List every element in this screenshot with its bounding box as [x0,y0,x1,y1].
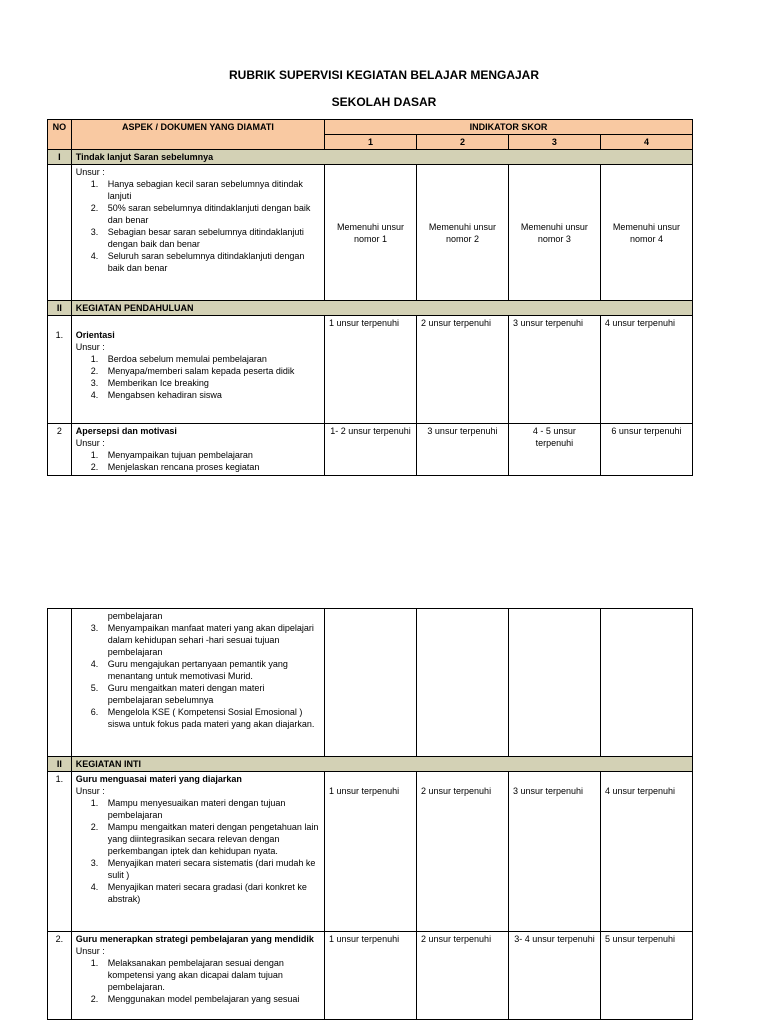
score-cell-4: 4 unsur terpenuhi [600,772,692,932]
aspek-cell [71,316,324,424]
aspek-cell [71,609,324,757]
score-cell-4: 6 unsur terpenuhi [600,424,692,476]
document-subtitle: SEKOLAH DASAR [331,95,437,109]
list-item: 4. Mengabsen kehadiran siswa [90,390,222,400]
table-row [48,932,693,1020]
header-skor-2: 2 [416,135,508,150]
unsur-list [76,178,320,274]
aspek-cell [71,165,324,301]
unsur-list [76,957,320,1005]
rubric-table-page-1 [47,119,693,476]
list-item: 2. 50% saran sebelumnya ditindaklanjuti dengan baik dan benar [90,203,311,225]
list-item: 1. Berdoa sebelum memulai pembelajaran [90,354,267,364]
list-item: 2. Mampu mengaitkan materi dengan pengetahuan lain yang diintegrasikan secara relevan dengan perkembangan iptek dan kehidupan nyata. [90,822,319,856]
section-number: II [48,301,72,316]
section-row-pendahuluan [48,301,693,316]
unsur-label: Unsur : [75,342,105,352]
unsur-list [76,797,320,905]
aspek-cell [71,424,324,476]
header-no: NO [48,120,72,150]
section-title: Tindak lanjut Saran sebelumnya [71,150,692,165]
list-item: 4. Seluruh saran sebelumnya ditindaklanjuti dengan baik dan benar [90,251,305,273]
list-item: 2. Menjelaskan rencana proses kegiatan [90,462,260,472]
table-row [48,772,693,932]
row-number: 2 [48,424,72,476]
header-indikator-skor: INDIKATOR SKOR [325,120,693,135]
header-skor-1: 1 [325,135,417,150]
aspek-title: Guru menerapkan strategi pembelajaran yang mendidik [75,934,314,944]
table-row [48,316,693,424]
aspek-cell [71,772,324,932]
score-cell-2: 2 unsur terpenuhi [417,932,509,1020]
score-cell-2: 3 unsur terpenuhi [416,424,508,476]
unsur-list [76,622,320,730]
list-item: 1. Mampu menyesuaikan materi dengan tujuan pembelajaran [90,798,286,820]
list-item: 6. Mengelola KSE ( Kompetensi Sosial Emosional ) siswa untuk fokus pada materi yang akan diajarkan. [90,707,315,729]
score-cell-2: 2 unsur terpenuhi [416,316,508,424]
score-cell-3: 3- 4 unsur terpenuhi [509,932,601,1020]
section-number: II [48,757,72,772]
row-number: 1. [48,316,72,424]
list-item: 3. Menyajikan materi secara sistematis (dari mudah ke sulit ) [90,858,316,880]
table-row [48,165,693,301]
score-cell-4: 4 unsur terpenuhi [600,316,692,424]
aspek-title: Guru menguasai materi yang diajarkan [75,774,242,784]
unsur-label: Unsur : [75,438,105,448]
score-cell-3: 4 - 5 unsur terpenuhi [508,424,600,476]
score-cell-1: Memenuhi unsur nomor 1 [325,165,417,301]
table-row [48,609,693,757]
section-title: KEGIATAN PENDAHULUAN [71,301,692,316]
unsur-list [76,449,320,473]
section-title: KEGIATAN INTI [71,757,692,772]
unsur-label: Unsur : [75,946,105,956]
score-cell-4: 5 unsur terpenuhi [600,932,692,1020]
list-item: 3. Memberikan Ice breaking [90,378,209,388]
list-item: 4. Menyajikan materi secara gradasi (dari konkret ke abstrak) [90,882,307,904]
score-cell-1: 1 unsur terpenuhi [325,932,417,1020]
list-item: 3. Menyampaikan manfaat materi yang akan dipelajari dalam kehidupan sehari -hari sesuai tujuan pembelajaran [90,623,314,657]
score-cell-3: 3 unsur terpenuhi [508,316,600,424]
list-item: 1. Hanya sebagian kecil saran sebelumnya ditindak lanjuti [90,179,303,201]
list-item: 3. Sebagian besar saran sebelumnya ditindaklanjuti dengan baik dan benar [90,227,304,249]
score-cell-1: 1 unsur terpenuhi [325,316,417,424]
score-cell-1: 1- 2 unsur terpenuhi [325,424,417,476]
section-number: I [48,150,72,165]
list-item: 5. Guru mengaitkan materi dengan materi pembelajaran sebelumnya [90,683,265,705]
row-number: 1. [48,772,72,932]
rubric-table-page-2 [47,608,693,1020]
aspek-title: Orientasi [75,330,115,340]
score-cell-2: 2 unsur terpenuhi [417,772,509,932]
score-cell-2: Memenuhi unsur nomor 2 [416,165,508,301]
list-item: 1. Menyampaikan tujuan pembelajaran [90,450,253,460]
row-number: 2. [48,932,72,1020]
aspek-title: Apersepsi dan motivasi [75,426,177,436]
table-row [48,424,693,476]
section-row-tindak-lanjut [48,150,693,165]
list-item: 2. Menyapa/memberi salam kepada peserta didik [90,366,295,376]
document-title: RUBRIK SUPERVISI KEGIATAN BELAJAR MENGAJAR [228,68,540,82]
score-cell-3: 3 unsur terpenuhi [509,772,601,932]
score-cell-1: 1 unsur terpenuhi [325,772,417,932]
header-skor-3: 3 [508,135,600,150]
list-item: 1. Melaksanakan pembelajaran sesuai dengan kompetensi yang akan dicapai dalam tujuan pembelajaran. [90,958,284,992]
list-item: 2. Menggunakan model pembelajaran yang sesuai [90,994,300,1004]
continued-text: pembelajaran [107,611,163,621]
unsur-list [76,353,320,401]
score-cell-3: Memenuhi unsur nomor 3 [508,165,600,301]
list-item: 4. Guru mengajukan pertanyaan pemantik yang menantang untuk memotivasi Murid. [90,659,288,681]
unsur-label: Unsur : [75,167,105,177]
aspek-cell [71,932,324,1020]
score-cell-4: Memenuhi unsur nomor 4 [600,165,692,301]
header-aspek: ASPEK / DOKUMEN YANG DIAMATI [71,120,324,150]
header-skor-4: 4 [600,135,692,150]
unsur-label: Unsur : [75,786,105,796]
section-row-inti [48,757,693,772]
